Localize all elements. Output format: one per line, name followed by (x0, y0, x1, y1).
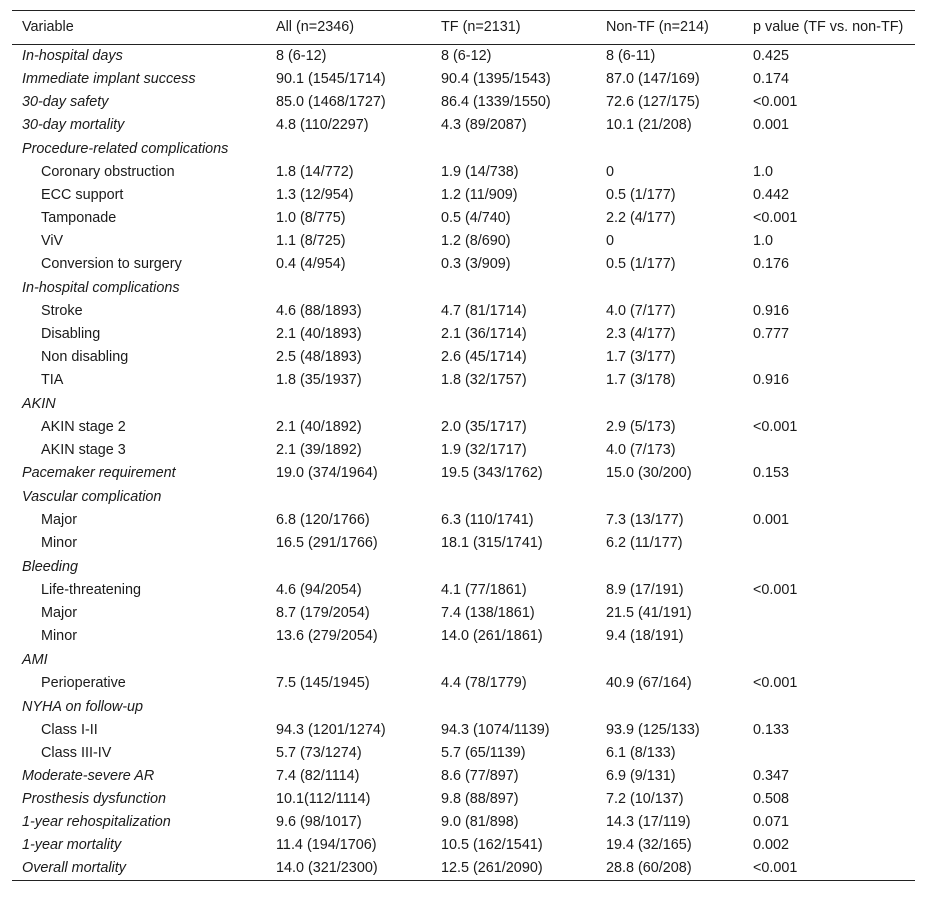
tf-cell: 8.6 (77/897) (441, 768, 519, 784)
p-value-cell: 0.777 (753, 326, 790, 342)
variable-cell: In-hospital days (22, 48, 123, 64)
nontf-cell: 2.9 (5/173) (606, 419, 676, 435)
p-value-cell: <0.001 (753, 860, 798, 876)
table-row (12, 857, 915, 881)
nontf-cell: 4.0 (7/177) (606, 303, 676, 319)
table-row (12, 579, 915, 602)
all-cell: 19.0 (374/1964) (276, 465, 378, 481)
variable-cell: Prosthesis dysfunction (22, 791, 166, 807)
tf-cell: 12.5 (261/2090) (441, 860, 543, 876)
variable-cell: 30-day safety (22, 94, 109, 110)
table-group-row (12, 392, 915, 416)
p-value-cell: 0.916 (753, 303, 790, 319)
tf-cell: 9.8 (88/897) (441, 791, 519, 807)
p-value-cell: 0.508 (753, 791, 790, 807)
table-row (12, 509, 915, 532)
variable-cell: Minor (41, 628, 77, 644)
p-value-cell: 0.133 (753, 722, 790, 738)
table-row (12, 184, 915, 207)
variable-cell: Coronary obstruction (41, 164, 175, 180)
p-value-cell: 1.0 (753, 164, 774, 180)
nontf-cell: 6.2 (11/177) (606, 535, 683, 551)
variable-cell: Perioperative (41, 675, 126, 691)
all-cell: 9.6 (98/1017) (276, 814, 362, 830)
p-value-cell: 0.916 (753, 372, 790, 388)
variable-cell: AKIN stage 2 (41, 419, 126, 435)
p-value-cell: 0.071 (753, 814, 790, 830)
table-group-row (12, 555, 915, 579)
all-cell: 16.5 (291/1766) (276, 535, 378, 551)
p-value-cell (753, 532, 915, 555)
group-label: AKIN (22, 396, 56, 412)
nontf-cell: 28.8 (60/208) (606, 860, 692, 876)
tf-cell: 2.0 (35/1717) (441, 419, 527, 435)
variable-cell: ECC support (41, 187, 124, 203)
table-header-row (12, 11, 915, 45)
tf-cell: 9.0 (81/898) (441, 814, 519, 830)
p-value-cell (753, 625, 915, 648)
table-row (12, 811, 915, 834)
nontf-cell: 15.0 (30/200) (606, 465, 692, 481)
table-row (12, 462, 915, 485)
table-row (12, 346, 915, 369)
table-row (12, 300, 915, 323)
nontf-cell: 0 (606, 233, 615, 249)
all-cell: 94.3 (1201/1274) (276, 722, 386, 738)
all-cell: 13.6 (279/2054) (276, 628, 378, 644)
variable-cell: Tamponade (41, 210, 117, 226)
variable-cell: Moderate-severe AR (22, 768, 155, 784)
all-cell: 5.7 (73/1274) (276, 745, 362, 761)
tf-cell: 2.1 (36/1714) (441, 326, 527, 342)
nontf-cell: 6.1 (8/133) (606, 745, 676, 761)
header-p-value: p value (TF vs. non-TF) (753, 19, 904, 35)
p-value-cell (753, 439, 915, 462)
tf-cell: 4.3 (89/2087) (441, 117, 527, 133)
tf-cell: 94.3 (1074/1139) (441, 722, 550, 738)
table-row (12, 323, 915, 346)
variable-cell: Stroke (41, 303, 83, 319)
table-row (12, 91, 915, 114)
p-value-cell: 0.174 (753, 71, 790, 87)
nontf-cell: 93.9 (125/133) (606, 722, 700, 738)
tf-cell: 6.3 (110/1741) (441, 512, 534, 528)
p-value-cell: 0.002 (753, 837, 790, 853)
variable-cell: Non disabling (41, 349, 129, 365)
table-row (12, 672, 915, 695)
header-variable: Variable (22, 19, 74, 35)
tf-cell: 8 (6-12) (441, 48, 492, 64)
nontf-cell: 8.9 (17/191) (606, 582, 684, 598)
all-cell: 0.4 (4/954) (276, 256, 346, 272)
tf-cell: 19.5 (343/1762) (441, 465, 543, 481)
variable-cell: Disabling (41, 326, 101, 342)
tf-cell: 86.4 (1339/1550) (441, 94, 551, 110)
tf-cell: 14.0 (261/1861) (441, 628, 543, 644)
variable-cell: 1-year mortality (22, 837, 122, 853)
nontf-cell: 19.4 (32/165) (606, 837, 692, 853)
table-row (12, 788, 915, 811)
tf-cell: 18.1 (315/1741) (441, 535, 543, 551)
nontf-cell: 0.5 (1/177) (606, 187, 676, 203)
variable-cell: Class I-II (41, 722, 98, 738)
group-label: Bleeding (22, 559, 79, 575)
table-row (12, 719, 915, 742)
p-value-cell: 0.001 (753, 512, 790, 528)
p-value-cell (753, 602, 915, 625)
variable-cell: Overall mortality (22, 860, 126, 876)
table-row (12, 253, 915, 276)
nontf-cell: 7.3 (13/177) (606, 512, 684, 528)
nontf-cell: 9.4 (18/191) (606, 628, 684, 644)
nontf-cell: 8 (6-11) (606, 48, 656, 64)
table-row (12, 765, 915, 788)
table-group-row (12, 648, 915, 672)
all-cell: 2.1 (39/1892) (276, 442, 362, 458)
p-value-cell: <0.001 (753, 419, 798, 435)
nontf-cell: 2.2 (4/177) (606, 210, 676, 226)
group-label: In-hospital complications (22, 280, 180, 296)
all-cell: 1.1 (8/725) (276, 233, 346, 249)
all-cell: 85.0 (1468/1727) (276, 94, 386, 110)
variable-cell: AKIN stage 3 (41, 442, 126, 458)
all-cell: 90.1 (1545/1714) (276, 71, 386, 87)
tf-cell: 1.2 (8/690) (441, 233, 511, 249)
variable-cell: Immediate implant success (22, 71, 196, 87)
all-cell: 4.6 (94/2054) (276, 582, 362, 598)
nontf-cell: 10.1 (21/208) (606, 117, 692, 133)
tf-cell: 4.7 (81/1714) (441, 303, 527, 319)
variable-cell: ViV (41, 233, 64, 249)
p-value-cell (753, 742, 915, 765)
table-row (12, 114, 915, 137)
all-cell: 6.8 (120/1766) (276, 512, 370, 528)
table-row (12, 207, 915, 230)
table-group-row (12, 137, 915, 161)
tf-cell: 4.4 (78/1779) (441, 675, 527, 691)
variable-cell: Major (41, 605, 77, 621)
tf-cell: 5.7 (65/1139) (441, 745, 526, 761)
all-cell: 1.8 (35/1937) (276, 372, 362, 388)
tf-cell: 90.4 (1395/1543) (441, 71, 551, 87)
nontf-cell: 0 (606, 164, 615, 180)
nontf-cell: 21.5 (41/191) (606, 605, 692, 621)
variable-cell: Pacemaker requirement (22, 465, 176, 481)
table-group-row (12, 485, 915, 509)
table-group-row (12, 695, 915, 719)
variable-cell: Conversion to surgery (41, 256, 182, 272)
tf-cell: 7.4 (138/1861) (441, 605, 535, 621)
p-value-cell: 0.425 (753, 48, 790, 64)
nontf-cell: 72.6 (127/175) (606, 94, 700, 110)
all-cell: 2.1 (40/1892) (276, 419, 362, 435)
all-cell: 10.1(112/1114) (276, 791, 371, 807)
all-cell: 2.1 (40/1893) (276, 326, 362, 342)
nontf-cell: 14.3 (17/119) (606, 814, 691, 830)
tf-cell: 1.9 (14/738) (441, 164, 519, 180)
header-tf: TF (n=2131) (441, 19, 521, 35)
group-label: NYHA on follow-up (22, 699, 144, 715)
variable-cell: 1-year rehospitalization (22, 814, 171, 830)
all-cell: 1.0 (8/775) (276, 210, 346, 226)
table-row (12, 602, 915, 625)
nontf-cell: 2.3 (4/177) (606, 326, 676, 342)
table-row (12, 230, 915, 253)
all-cell: 8.7 (179/2054) (276, 605, 370, 621)
table-row (12, 416, 915, 439)
p-value-cell: 0.176 (753, 256, 790, 272)
p-value-cell: <0.001 (753, 94, 798, 110)
table-row (12, 742, 915, 765)
nontf-cell: 1.7 (3/178) (606, 372, 676, 388)
all-cell: 4.8 (110/2297) (276, 117, 369, 133)
all-cell: 7.5 (145/1945) (276, 675, 370, 691)
header-all: All (n=2346) (276, 19, 354, 35)
nontf-cell: 6.9 (9/131) (606, 768, 676, 784)
table-row (12, 45, 915, 69)
group-label: AMI (22, 652, 48, 668)
p-value-cell: <0.001 (753, 210, 798, 226)
all-cell: 7.4 (82/1114) (276, 768, 360, 784)
all-cell: 14.0 (321/2300) (276, 860, 378, 876)
variable-cell: Minor (41, 535, 77, 551)
variable-cell: Life-threatening (41, 582, 142, 598)
p-value-cell (753, 346, 915, 369)
p-value-cell: 0.347 (753, 768, 790, 784)
variable-cell: Class III-IV (41, 745, 112, 761)
p-value-cell: <0.001 (753, 582, 798, 598)
nontf-cell: 87.0 (147/169) (606, 71, 700, 87)
variable-cell: 30-day mortality (22, 117, 125, 133)
nontf-cell: 7.2 (10/137) (606, 791, 684, 807)
p-value-cell: 0.442 (753, 187, 790, 203)
all-cell: 4.6 (88/1893) (276, 303, 362, 319)
table-row (12, 68, 915, 91)
p-value-cell: 0.153 (753, 465, 790, 481)
variable-cell: Major (41, 512, 77, 528)
tf-cell: 2.6 (45/1714) (441, 349, 527, 365)
tf-cell: 10.5 (162/1541) (441, 837, 543, 853)
table-row (12, 625, 915, 648)
p-value-cell: 0.001 (753, 117, 790, 133)
table-row (12, 439, 915, 462)
group-label: Vascular complication (22, 489, 162, 505)
variable-cell: TIA (41, 372, 64, 388)
all-cell: 1.8 (14/772) (276, 164, 354, 180)
table-row (12, 532, 915, 555)
all-cell: 8 (6-12) (276, 48, 327, 64)
nontf-cell: 4.0 (7/173) (606, 442, 676, 458)
p-value-cell: 1.0 (753, 233, 774, 249)
tf-cell: 1.9 (32/1717) (441, 442, 527, 458)
tf-cell: 0.5 (4/740) (441, 210, 511, 226)
all-cell: 1.3 (12/954) (276, 187, 354, 203)
all-cell: 11.4 (194/1706) (276, 837, 377, 853)
table-row (12, 161, 915, 184)
nontf-cell: 40.9 (67/164) (606, 675, 692, 691)
tf-cell: 1.2 (11/909) (441, 187, 518, 203)
table-body (12, 11, 915, 881)
tf-cell: 4.1 (77/1861) (441, 582, 527, 598)
nontf-cell: 0.5 (1/177) (606, 256, 676, 272)
p-value-cell: <0.001 (753, 675, 798, 691)
tf-cell: 1.8 (32/1757) (441, 372, 527, 388)
tf-cell: 0.3 (3/909) (441, 256, 511, 272)
table-row (12, 369, 915, 392)
group-label: Procedure-related complications (22, 141, 229, 157)
header-nontf: Non-TF (n=214) (606, 19, 709, 35)
nontf-cell: 1.7 (3/177) (606, 349, 676, 365)
table-row (12, 834, 915, 857)
results-table (12, 10, 915, 881)
all-cell: 2.5 (48/1893) (276, 349, 362, 365)
table-group-row (12, 276, 915, 300)
